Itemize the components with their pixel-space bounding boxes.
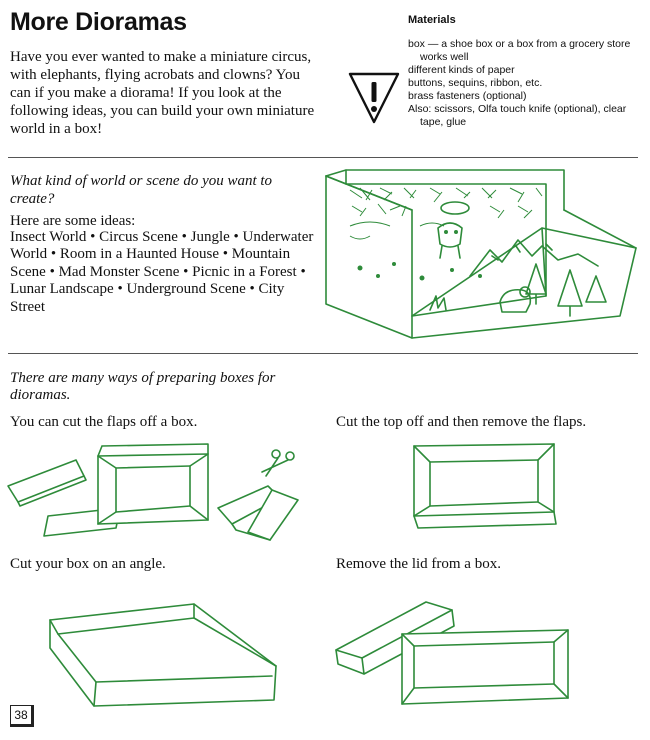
caption-angle: Cut your box on an angle.: [10, 556, 166, 572]
page-title: More Dioramas: [10, 8, 187, 36]
caption-lid: Remove the lid from a box.: [336, 556, 501, 572]
prep-heading: There are many ways of preparing boxes for dioramas.: [10, 370, 276, 403]
materials-item: Also: scissors, Olfa touch knife (optional), clear tape, glue: [408, 103, 627, 128]
materials-item: different kinds of paper: [408, 64, 515, 76]
caption-cut-flaps: You can cut the flaps off a box.: [10, 414, 198, 430]
angle-cut-illustration: [44, 594, 284, 710]
materials-item: brass fasteners (optional): [408, 90, 527, 102]
materials-item: buttons, sequins, ribbon, etc.: [408, 77, 543, 89]
ideas-list: Insect World • Circus Scene • Jungle • Underwater World • Room in a Haunted House • Mountain Scene • Mad Monster Scene • Picnic in a Forest • Lunar Landscape • Underground Scene • City Street: [10, 229, 314, 315]
materials-item: box — a shoe box or a box from a grocery store works well: [408, 38, 631, 63]
materials-heading: Materials: [408, 14, 456, 26]
caption-cut-top: Cut the top off and then remove the flaps.: [336, 414, 587, 430]
cut-top-illustration: [404, 436, 568, 546]
ideas-question: What kind of world or scene do you want to create?: [10, 173, 273, 207]
remove-lid-illustration: [332, 594, 576, 714]
section-divider: [8, 353, 638, 354]
caution-triangle-icon: [346, 68, 402, 126]
intro-paragraph: Have you ever wanted to make a miniature circus, with elephants, flying acrobats and clowns? You can if you make a diorama! If you look at the following ideas, you can build your own miniature world in a box!: [10, 49, 315, 137]
diorama-illustration: [320, 166, 642, 344]
ideas-label: Here are some ideas:: [10, 213, 136, 229]
cut-flaps-illustration: [4, 436, 310, 566]
materials-list: [408, 38, 648, 129]
section-divider: [8, 157, 638, 158]
page-number: 38: [10, 705, 34, 727]
